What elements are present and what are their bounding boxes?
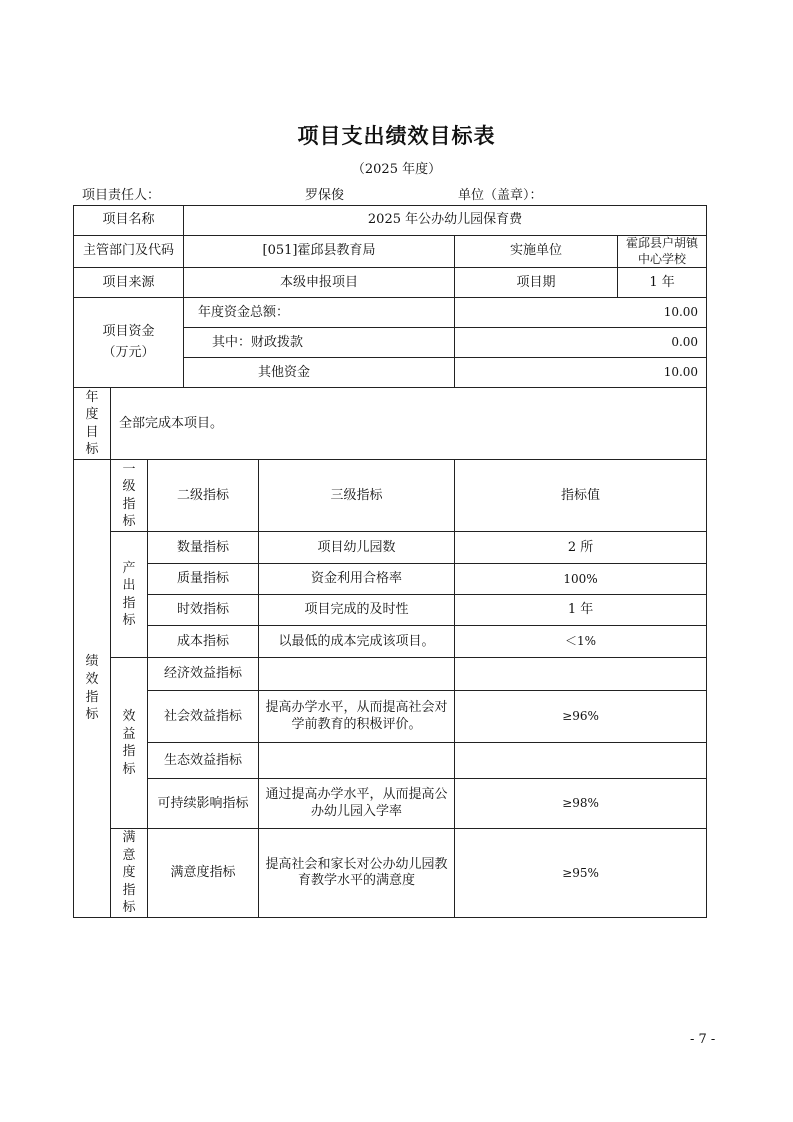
fiscal-funds-label: 其中：财政拨款	[184, 328, 455, 358]
output-l3: 项目幼儿园数	[259, 532, 455, 564]
output-l3: 资金利用合格率	[259, 564, 455, 595]
benefit-l2: 可持续影响指标	[148, 779, 259, 829]
page-title: 项目支出绩效目标表	[297, 124, 496, 148]
benefit-l2: 生态效益指标	[148, 743, 259, 779]
satisfaction-l2: 满意度指标	[148, 829, 259, 918]
source-value: 本级申报项目	[184, 268, 455, 298]
satisfaction-indicators-label: 满 意 度 指 标	[111, 829, 148, 918]
project-name-value: 2025 年公办幼儿园保育费	[184, 206, 707, 236]
output-value: 100%	[455, 564, 707, 595]
responsible-value: 罗保俊	[305, 188, 345, 203]
benefit-value: ≥96%	[455, 691, 707, 743]
level1-header: 一 级 指 标	[111, 460, 148, 532]
benefit-value: ≥98%	[455, 779, 707, 829]
fiscal-funds-value: 0.00	[455, 328, 707, 358]
impl-unit-label: 实施单位	[455, 236, 618, 268]
output-l2: 数量指标	[148, 532, 259, 564]
annual-goal-text: 全部完成本项目。	[111, 388, 707, 460]
source-label: 项目来源	[74, 268, 184, 298]
page-number: - 7 -	[690, 1032, 716, 1047]
unit-label: 单位（盖章）：	[458, 188, 543, 203]
satisfaction-l3: 提高社会和家长对公办幼儿园教育教学水平的满意度	[259, 829, 455, 918]
output-l3: 以最低的成本完成该项目。	[259, 626, 455, 658]
other-funds-value: 10.00	[455, 358, 707, 388]
year-subtitle: （2025 年度）	[351, 162, 442, 177]
perf-indicators-label: 绩 效 指 标	[74, 460, 111, 918]
performance-table	[73, 205, 707, 918]
benefit-l3: 提高办学水平，从而提高社会对学前教育的积极评价。	[259, 691, 455, 743]
benefit-value	[455, 743, 707, 779]
annual-goal-label: 年 度 目 标	[74, 388, 111, 460]
benefit-l3	[259, 743, 455, 779]
satisfaction-value: ≥95%	[455, 829, 707, 918]
impl-unit-value: 霍邱县户胡镇中心学校	[618, 236, 707, 268]
output-l2: 质量指标	[148, 564, 259, 595]
benefit-l3	[259, 658, 455, 691]
output-value: 1 年	[455, 595, 707, 626]
level2-header: 二级指标	[148, 460, 259, 532]
output-l2: 时效指标	[148, 595, 259, 626]
dept-label: 主管部门及代码	[74, 236, 184, 268]
benefit-indicators-label: 效 益 指 标	[111, 658, 148, 829]
level3-header: 三级指标	[259, 460, 455, 532]
benefit-l3: 通过提高办学水平，从而提高公办幼儿园入学率	[259, 779, 455, 829]
output-value: 2 所	[455, 532, 707, 564]
benefit-l2: 经济效益指标	[148, 658, 259, 691]
value-header: 指标值	[455, 460, 707, 532]
dept-value: [051]霍邱县教育局	[184, 236, 455, 268]
benefit-value	[455, 658, 707, 691]
benefit-l2: 社会效益指标	[148, 691, 259, 743]
period-label: 项目期	[455, 268, 618, 298]
total-funds-value: 10.00	[455, 298, 707, 328]
total-funds-label: 年度资金总额：	[184, 298, 455, 328]
output-l3: 项目完成的及时性	[259, 595, 455, 626]
other-funds-label: 其他资金	[184, 358, 455, 388]
output-l2: 成本指标	[148, 626, 259, 658]
responsible-label: 项目责任人：	[82, 188, 161, 203]
output-value: ＜1%	[455, 626, 707, 658]
output-indicators-label: 产 出 指 标	[111, 532, 148, 658]
project-name-label: 项目名称	[74, 206, 184, 236]
period-value: 1 年	[618, 268, 707, 298]
funds-label: 项目资金（万元）	[74, 298, 184, 388]
